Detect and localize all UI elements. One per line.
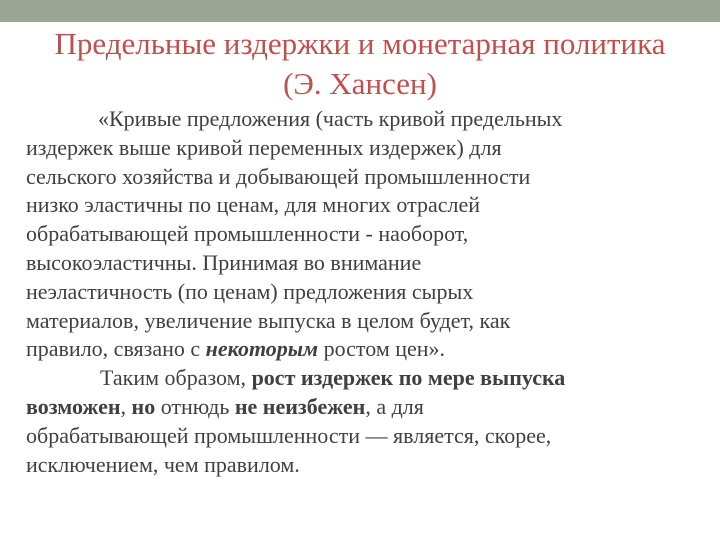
- conclusion-line: исключением, чем правилом.: [26, 451, 300, 477]
- quote-line: обрабатывающей промышленности - наоборот,: [26, 221, 469, 247]
- quote-line: «Кривые предложения (часть кривой предельных: [98, 106, 563, 131]
- quote-line: издержек выше кривой переменных издержек) для: [26, 134, 502, 160]
- quote-text: ростом цен».: [318, 336, 446, 362]
- quote-line: сельского хозяйства и добывающей промышленности: [26, 163, 531, 189]
- conclusion-text: Таким образом,: [100, 365, 252, 391]
- header-band: [0, 0, 720, 22]
- slide-body: [26, 105, 698, 479]
- title-line-1: Предельные издержки и монетарная политика: [54, 26, 666, 61]
- slide-title: [0, 24, 720, 104]
- quote-line: неэластичность (по ценам) предложения сырых: [26, 278, 474, 304]
- emphasis-text: некоторым: [205, 336, 319, 362]
- conclusion-text: отнюдь: [155, 393, 235, 419]
- bold-text: не неизбежен: [234, 393, 366, 419]
- quote-text: правило, связано с: [26, 336, 206, 362]
- bold-text: но: [131, 393, 156, 419]
- bold-text: возможен: [26, 393, 121, 419]
- conclusion-paragraph: [26, 364, 698, 479]
- quote-line: низко эластичны по ценам, для многих отраслей: [26, 192, 481, 218]
- conclusion-line: обрабатывающей промышленности — является, скорее,: [26, 422, 552, 448]
- title-line-2: (Э. Хансен): [283, 66, 437, 101]
- conclusion-line: [26, 364, 698, 393]
- conclusion-line: [26, 393, 698, 422]
- bold-text: рост издержек по мере выпуска: [251, 365, 566, 391]
- quote-line: материалов, увеличение выпуска в целом будет, как: [26, 307, 511, 333]
- quote-paragraph: [26, 105, 698, 364]
- conclusion-text: , а для: [365, 393, 424, 419]
- quote-line: [26, 335, 698, 364]
- quote-line: высокоэластичны. Принимая во внимание: [26, 249, 422, 275]
- conclusion-text: ,: [120, 393, 132, 419]
